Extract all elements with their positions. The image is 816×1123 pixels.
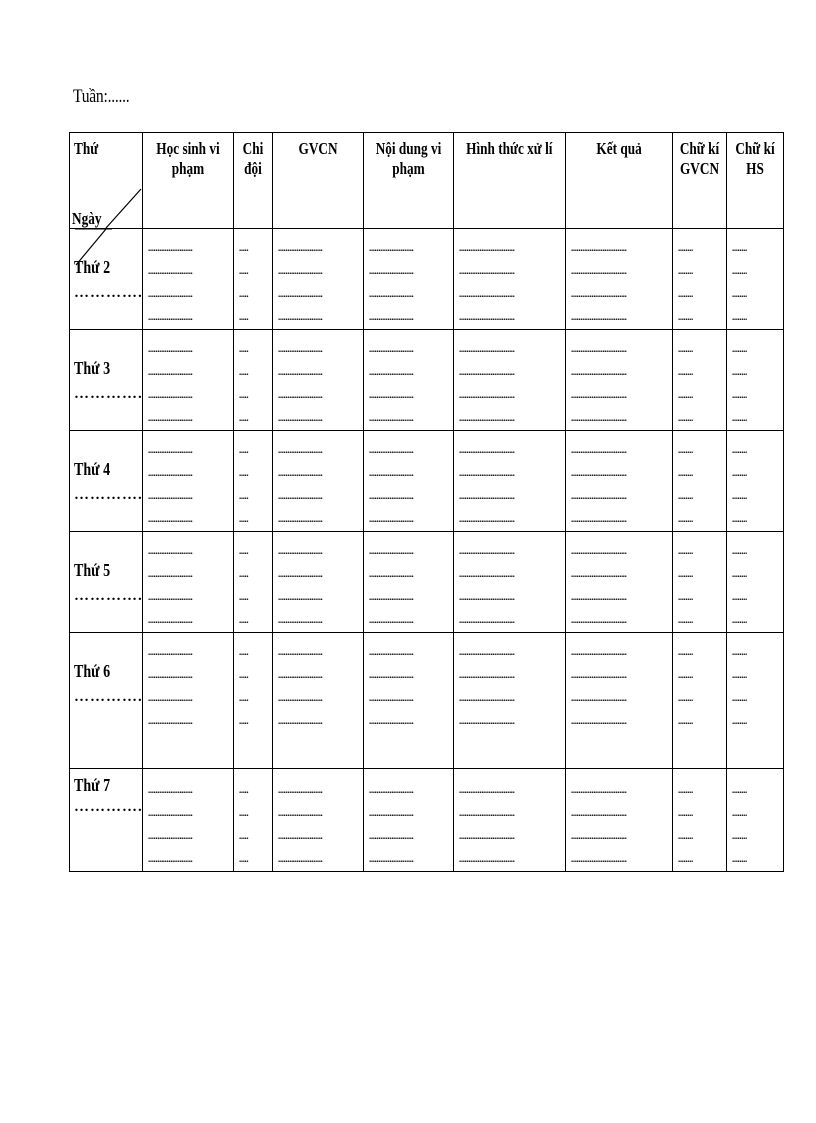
blank-line: ..............................	[571, 854, 627, 864]
blank-line: ........................	[278, 413, 323, 423]
blank-line: ........	[678, 445, 693, 455]
blank-line: ........	[678, 670, 693, 680]
blank-line: ........	[732, 615, 747, 625]
blank-line: ........................	[278, 808, 323, 818]
day-cell	[70, 330, 143, 431]
header-sign-student: Chữ kí HS	[727, 133, 784, 229]
blank-line: ........	[732, 808, 747, 818]
day-cell	[70, 532, 143, 633]
blank-line: .....	[239, 367, 249, 377]
blank-line: ..............................	[571, 266, 627, 276]
cell-teacher[interactable]	[273, 769, 364, 872]
blank-line: ........................	[369, 785, 414, 795]
blank-line: ........................	[278, 367, 323, 377]
cell-sign-teacher[interactable]	[673, 633, 727, 769]
blank-line: ..............................	[571, 468, 627, 478]
blank-line: ........	[678, 615, 693, 625]
blank-line: ..............................	[459, 693, 515, 703]
blank-line: ..............................	[571, 831, 627, 841]
blank-line: ..............................	[459, 413, 515, 423]
day-date-blank[interactable]: ………….	[74, 588, 143, 604]
blank-line: ........	[732, 670, 747, 680]
blank-line: ........	[732, 592, 747, 602]
blank-line: ........	[732, 413, 747, 423]
cell-branch[interactable]	[234, 229, 273, 330]
blank-line: ........	[678, 592, 693, 602]
blank-line: ........................	[369, 312, 414, 322]
blank-line: ........................	[148, 808, 193, 818]
blank-line: ........	[678, 468, 693, 478]
cell-handling[interactable]	[454, 633, 566, 769]
blank-line: ........................	[148, 468, 193, 478]
blank-line: ..............................	[571, 514, 627, 524]
cell-content[interactable]	[364, 330, 454, 431]
blank-line: ..............................	[459, 243, 515, 253]
blank-line: ..............................	[459, 367, 515, 377]
blank-line: ........	[678, 312, 693, 322]
blank-line: ........................	[369, 693, 414, 703]
blank-line: ........................	[369, 716, 414, 726]
blank-line: ..............................	[571, 546, 627, 556]
cell-content[interactable]	[364, 229, 454, 330]
blank-line: ........................	[278, 289, 323, 299]
blank-line: ..............................	[459, 592, 515, 602]
blank-line: .....	[239, 569, 249, 579]
header-date: Ngày	[72, 209, 102, 228]
blank-line: ........	[732, 344, 747, 354]
day-date-blank[interactable]: ………….	[74, 386, 143, 402]
blank-line: ........................	[369, 289, 414, 299]
blank-line: ........	[678, 344, 693, 354]
cell-sign-student[interactable]	[727, 769, 784, 872]
header-day-corner	[70, 133, 143, 229]
blank-line: ........	[732, 491, 747, 501]
blank-line: ........	[678, 390, 693, 400]
header-result: Kết quả	[566, 133, 673, 229]
blank-line: ........................	[148, 670, 193, 680]
blank-line: ..............................	[459, 344, 515, 354]
blank-line: ........	[732, 289, 747, 299]
blank-line: ........................	[369, 266, 414, 276]
cell-student[interactable]	[143, 532, 234, 633]
blank-line: ........	[732, 445, 747, 455]
blank-line: ..............................	[459, 716, 515, 726]
cell-sign-teacher[interactable]	[673, 229, 727, 330]
blank-line: .....	[239, 243, 249, 253]
cell-student[interactable]	[143, 431, 234, 532]
cell-handling[interactable]	[454, 330, 566, 431]
blank-line: ........................	[369, 243, 414, 253]
day-row	[70, 330, 784, 431]
cell-result[interactable]	[566, 330, 673, 431]
blank-line: ........................	[278, 390, 323, 400]
blank-line: ........	[678, 785, 693, 795]
blank-line: ........................	[278, 266, 323, 276]
blank-line: .....	[239, 716, 249, 726]
blank-line: ........	[732, 243, 747, 253]
blank-line: ........................	[369, 854, 414, 864]
blank-line: ..............................	[459, 615, 515, 625]
blank-line: ..............................	[459, 808, 515, 818]
cell-sign-student[interactable]	[727, 330, 784, 431]
cell-teacher[interactable]	[273, 633, 364, 769]
corner-diagonal	[70, 133, 143, 229]
blank-line: .....	[239, 344, 249, 354]
cell-content[interactable]	[364, 532, 454, 633]
cell-sign-teacher[interactable]	[673, 769, 727, 872]
blank-line: ........................	[278, 243, 323, 253]
blank-line: ..............................	[571, 670, 627, 680]
day-name: Thứ 4	[74, 459, 111, 479]
day-row	[70, 532, 784, 633]
day-date-blank[interactable]: ………….	[74, 799, 143, 815]
blank-line: .....	[239, 670, 249, 680]
day-name: Thứ 7	[74, 775, 111, 795]
cell-result[interactable]	[566, 229, 673, 330]
blank-line: ..............................	[459, 289, 515, 299]
blank-line: ........	[678, 693, 693, 703]
cell-sign-teacher[interactable]	[673, 431, 727, 532]
day-row	[70, 229, 784, 330]
blank-line: ..............................	[571, 592, 627, 602]
blank-line: ........	[732, 716, 747, 726]
blank-line: ........	[732, 468, 747, 478]
day-cell	[70, 769, 143, 872]
blank-line: ........................	[148, 390, 193, 400]
blank-line: ..............................	[571, 413, 627, 423]
blank-line: ........................	[278, 647, 323, 657]
blank-line: .....	[239, 831, 249, 841]
blank-line: ........................	[369, 413, 414, 423]
cell-result[interactable]	[566, 431, 673, 532]
blank-line: ........	[732, 514, 747, 524]
cell-sign-student[interactable]	[727, 532, 784, 633]
cell-teacher[interactable]	[273, 330, 364, 431]
cell-sign-student[interactable]	[727, 229, 784, 330]
cell-branch[interactable]	[234, 431, 273, 532]
cell-result[interactable]	[566, 769, 673, 872]
blank-line: ..............................	[571, 647, 627, 657]
blank-line: ........................	[369, 592, 414, 602]
cell-sign-teacher[interactable]	[673, 532, 727, 633]
day-cell	[70, 229, 143, 330]
blank-line: ........................	[369, 491, 414, 501]
blank-line: ........................	[148, 546, 193, 556]
blank-line: ........................	[148, 693, 193, 703]
blank-line: ........	[732, 266, 747, 276]
blank-line: ..............................	[459, 312, 515, 322]
blank-line: ........................	[278, 514, 323, 524]
blank-line: ..............................	[571, 569, 627, 579]
header-sign-teacher: Chữ kí GVCN	[673, 133, 727, 229]
blank-line: ........................	[148, 592, 193, 602]
blank-line: .....	[239, 312, 249, 322]
blank-line: ........................	[148, 413, 193, 423]
blank-line: ..............................	[571, 716, 627, 726]
blank-line: ........................	[369, 615, 414, 625]
cell-teacher[interactable]	[273, 431, 364, 532]
blank-line: ........................	[369, 390, 414, 400]
day-name: Thứ 6	[74, 661, 111, 681]
cell-handling[interactable]	[454, 229, 566, 330]
blank-line: ........................	[278, 693, 323, 703]
blank-line: ........	[678, 546, 693, 556]
blank-line: ..............................	[459, 266, 515, 276]
blank-line: ..............................	[571, 693, 627, 703]
blank-line: ........	[678, 367, 693, 377]
blank-line: ........................	[148, 854, 193, 864]
cell-result[interactable]	[566, 633, 673, 769]
blank-line: .....	[239, 390, 249, 400]
blank-line: ........................	[278, 785, 323, 795]
blank-line: ........................	[148, 831, 193, 841]
cell-sign-student[interactable]	[727, 633, 784, 769]
blank-line: ........................	[148, 491, 193, 501]
blank-line: ..............................	[459, 445, 515, 455]
day-row	[70, 633, 784, 769]
cell-student[interactable]	[143, 229, 234, 330]
blank-line: ..............................	[571, 808, 627, 818]
blank-line: .....	[239, 514, 249, 524]
day-cell	[70, 633, 143, 769]
blank-line: ..............................	[459, 670, 515, 680]
blank-line: ........................	[369, 514, 414, 524]
day-date-blank[interactable]: ………….	[74, 285, 143, 301]
header-branch: Chi đội	[234, 133, 273, 229]
blank-line: ........	[732, 569, 747, 579]
blank-line: ........................	[278, 592, 323, 602]
blank-line: ........	[678, 413, 693, 423]
cell-branch[interactable]	[234, 330, 273, 431]
blank-line: ........	[732, 390, 747, 400]
blank-line: ........................	[278, 854, 323, 864]
cell-branch[interactable]	[234, 769, 273, 872]
blank-line: ..............................	[571, 289, 627, 299]
blank-line: ........................	[278, 546, 323, 556]
header-content: Nội dung vi phạm	[364, 133, 454, 229]
blank-line: ........................	[278, 468, 323, 478]
blank-line: ........................	[278, 445, 323, 455]
blank-line: ........................	[148, 344, 193, 354]
blank-line: ........................	[369, 468, 414, 478]
blank-line: ........................	[148, 716, 193, 726]
cell-handling[interactable]	[454, 769, 566, 872]
blank-line: ........................	[278, 716, 323, 726]
blank-line: ........	[732, 546, 747, 556]
blank-line: ........................	[369, 808, 414, 818]
cell-student[interactable]	[143, 330, 234, 431]
blank-line: ........	[678, 854, 693, 864]
blank-line: .....	[239, 592, 249, 602]
blank-line: ........................	[148, 569, 193, 579]
cell-branch[interactable]	[234, 532, 273, 633]
blank-line: ........................	[369, 831, 414, 841]
blank-line: ..............................	[571, 390, 627, 400]
blank-line: .....	[239, 808, 249, 818]
cell-content[interactable]	[364, 769, 454, 872]
cell-content[interactable]	[364, 633, 454, 769]
blank-line: .....	[239, 445, 249, 455]
blank-line: ........	[678, 514, 693, 524]
blank-line: ........................	[369, 344, 414, 354]
blank-line: .....	[239, 413, 249, 423]
blank-line: .....	[239, 266, 249, 276]
cell-result[interactable]	[566, 532, 673, 633]
blank-line: ........	[678, 831, 693, 841]
cell-student[interactable]	[143, 633, 234, 769]
blank-line: ........................	[148, 615, 193, 625]
blank-line: ..............................	[459, 468, 515, 478]
blank-line: ........................	[369, 546, 414, 556]
blank-line: ........................	[148, 312, 193, 322]
blank-line: ..............................	[571, 445, 627, 455]
blank-line: .....	[239, 647, 249, 657]
blank-line: ........................	[369, 647, 414, 657]
blank-line: ........	[732, 693, 747, 703]
blank-line: ........................	[278, 831, 323, 841]
day-name: Thứ 3	[74, 358, 111, 378]
header-weekday: Thứ	[74, 139, 99, 158]
blank-line: .....	[239, 468, 249, 478]
blank-line: ..............................	[459, 785, 515, 795]
header-student: Học sinh vi phạm	[143, 133, 234, 229]
blank-line: .....	[239, 615, 249, 625]
day-row	[70, 769, 784, 872]
blank-line: ..............................	[571, 491, 627, 501]
blank-line: ........................	[278, 344, 323, 354]
corner-diagonal-tail	[70, 229, 143, 269]
blank-line: ........	[732, 831, 747, 841]
blank-line: ........................	[148, 647, 193, 657]
blank-line: ........................	[278, 491, 323, 501]
cell-sign-teacher[interactable]	[673, 330, 727, 431]
blank-line: ........	[678, 808, 693, 818]
blank-line: ..............................	[459, 831, 515, 841]
blank-line: ........	[678, 289, 693, 299]
blank-line: ..............................	[459, 647, 515, 657]
blank-line: ........................	[148, 514, 193, 524]
day-date-blank[interactable]: ………….	[74, 689, 143, 705]
blank-line: .....	[239, 491, 249, 501]
blank-line: ........................	[369, 670, 414, 680]
blank-line: .....	[239, 854, 249, 864]
blank-line: .....	[239, 693, 249, 703]
blank-line: ........	[678, 266, 693, 276]
header-teacher: GVCN	[273, 133, 364, 229]
cell-sign-student[interactable]	[727, 431, 784, 532]
header-row	[70, 133, 784, 229]
blank-line: ........	[732, 312, 747, 322]
blank-line: ........	[732, 367, 747, 377]
blank-line: ..............................	[571, 243, 627, 253]
blank-line: .....	[239, 546, 249, 556]
blank-line: ..............................	[571, 615, 627, 625]
blank-line: ........................	[278, 615, 323, 625]
header-handling: Hình thức xử lí	[454, 133, 566, 229]
blank-line: ..............................	[459, 390, 515, 400]
blank-line: ........................	[148, 445, 193, 455]
blank-line: ........................	[278, 670, 323, 680]
blank-line: ........................	[148, 266, 193, 276]
cell-branch[interactable]	[234, 633, 273, 769]
blank-line: ........	[678, 243, 693, 253]
blank-line: ........	[678, 491, 693, 501]
day-cell	[70, 431, 143, 532]
blank-line: ........................	[369, 445, 414, 455]
blank-line: ..............................	[459, 514, 515, 524]
blank-line: ..............................	[571, 312, 627, 322]
blank-line: ........................	[369, 569, 414, 579]
blank-line: ........................	[148, 289, 193, 299]
week-label: Tuần:......	[73, 86, 130, 107]
cell-student[interactable]	[143, 769, 234, 872]
blank-line: .....	[239, 289, 249, 299]
blank-line: ........	[732, 647, 747, 657]
blank-line: ..............................	[459, 854, 515, 864]
blank-line: ........	[732, 854, 747, 864]
blank-line: .....	[239, 785, 249, 795]
cell-handling[interactable]	[454, 532, 566, 633]
blank-line: ..............................	[459, 546, 515, 556]
blank-line: ..............................	[571, 367, 627, 377]
day-date-blank[interactable]: ………….	[74, 487, 143, 503]
blank-line: ..............................	[459, 491, 515, 501]
blank-line: ........................	[148, 367, 193, 377]
blank-line: ........	[678, 716, 693, 726]
day-name: Thứ 5	[74, 560, 111, 580]
day-row	[70, 431, 784, 532]
violation-log-table	[69, 132, 784, 872]
cell-teacher[interactable]	[273, 532, 364, 633]
blank-line: ..............................	[459, 569, 515, 579]
blank-line: ........................	[148, 243, 193, 253]
blank-line: ........................	[148, 785, 193, 795]
blank-line: ........	[678, 569, 693, 579]
blank-line: ..............................	[571, 344, 627, 354]
blank-line: ........................	[369, 367, 414, 377]
blank-line: ........	[678, 647, 693, 657]
blank-line: ........	[732, 785, 747, 795]
day-name: Thứ 2	[74, 257, 111, 277]
blank-line: ........................	[278, 312, 323, 322]
cell-content[interactable]	[364, 431, 454, 532]
blank-line: ........................	[278, 569, 323, 579]
cell-teacher[interactable]	[273, 229, 364, 330]
blank-line: ..............................	[571, 785, 627, 795]
cell-handling[interactable]	[454, 431, 566, 532]
